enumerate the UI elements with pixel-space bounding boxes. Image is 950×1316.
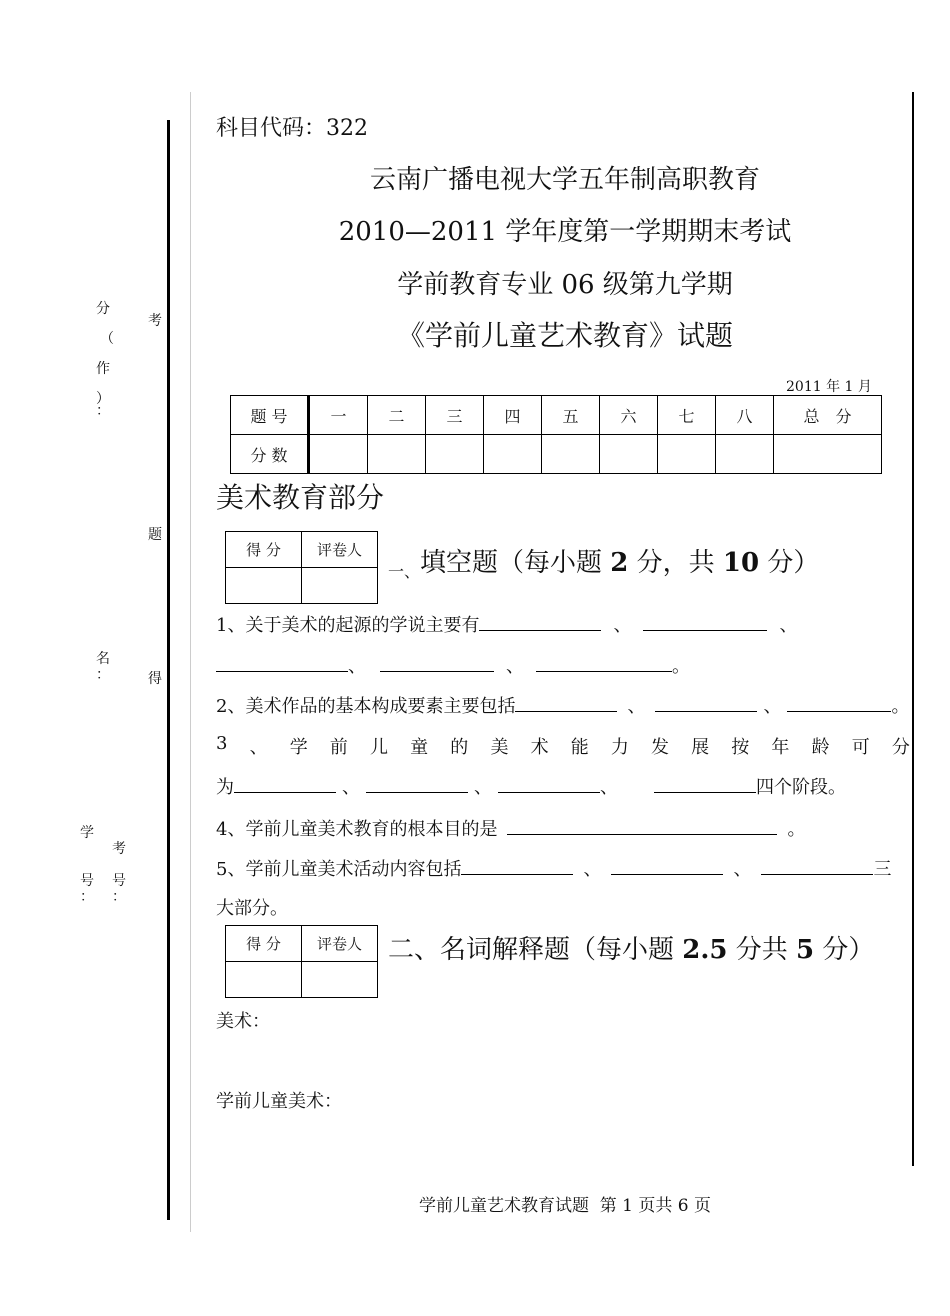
separator: 、: [779, 615, 798, 636]
score-table: [230, 395, 882, 474]
answer-blank[interactable]: [461, 856, 573, 875]
part1-title-b: 分，共: [628, 548, 723, 578]
question-3-line-2: [216, 773, 846, 799]
score-table-header: 七: [658, 396, 716, 435]
separator: 、: [342, 777, 360, 798]
score-cell[interactable]: [658, 435, 716, 474]
side-de: 得: [148, 671, 162, 687]
exam-date: 2011 年 1 月: [786, 379, 872, 395]
q3-char: 分: [891, 737, 910, 758]
grader-box-2: [225, 925, 378, 998]
part2-total: 5: [796, 935, 815, 965]
side-colon-3: ：: [80, 889, 94, 905]
page-footer: 学前儿童艺术教育试题 第 1 页共 6 页: [418, 1196, 712, 1216]
answer-blank[interactable]: [234, 774, 336, 793]
grader-score-label: 得 分: [226, 532, 302, 568]
grader-score-cell[interactable]: [226, 568, 302, 604]
grader-box-header: [226, 532, 378, 568]
answer-blank[interactable]: [498, 774, 600, 793]
term-2: 学前儿童美术：: [216, 1091, 342, 1112]
side-colon-2: ：: [96, 667, 110, 683]
question-1-text: 1、关于美术的起源的学说主要有: [216, 615, 480, 636]
question-5-text: 5、学前儿童美术活动内容包括: [216, 859, 462, 880]
q3-char: 童: [410, 737, 429, 758]
answer-blank[interactable]: [216, 653, 348, 672]
q3-char: 前: [329, 737, 348, 758]
score-table-score-row: [231, 435, 882, 474]
separator: 、: [474, 777, 492, 798]
separator: 、: [733, 859, 752, 880]
question-5-line-1: [216, 855, 891, 881]
score-cell[interactable]: [600, 435, 658, 474]
answer-blank[interactable]: [507, 816, 777, 835]
answer-blank[interactable]: [479, 612, 601, 631]
question-3-line-1: [216, 733, 910, 759]
score-cell[interactable]: [368, 435, 426, 474]
grader-score-cell[interactable]: [226, 962, 302, 998]
grader-score-label: 得 分: [226, 926, 302, 962]
separator: 、: [583, 859, 602, 880]
part1-title-c: 分）: [759, 548, 820, 578]
q3-char: 儿: [370, 737, 389, 758]
separator: 、: [506, 656, 524, 677]
grader-box-input-row: [226, 962, 378, 998]
q3-char: 学: [289, 737, 308, 758]
part1-points: 2: [610, 548, 629, 578]
q3-char: 能: [570, 737, 589, 758]
q3-char: 龄: [811, 737, 830, 758]
q5-san: 三: [873, 859, 892, 880]
part1-total: 10: [722, 548, 760, 578]
answer-blank[interactable]: [611, 856, 723, 875]
grader-name-label: 评卷人: [302, 532, 378, 568]
question-4: [216, 815, 805, 841]
grader-box-input-row: [226, 568, 378, 604]
grader-box-1: [225, 531, 378, 604]
part2-title-b: 分共: [727, 935, 797, 965]
question-1-line-2: [216, 652, 690, 678]
q3-char: 3: [216, 733, 228, 754]
answer-blank[interactable]: [655, 693, 757, 712]
answer-blank[interactable]: [515, 693, 617, 712]
side-colon-1: ：: [96, 403, 110, 419]
answer-blank[interactable]: [366, 774, 468, 793]
q3-char: 的: [450, 737, 469, 758]
title-line-3: 学前教育专业 06 级第九学期: [397, 270, 733, 300]
side-zuo: 作: [96, 361, 110, 377]
question-2-text: 2、美术作品的基本构成要素主要包括: [216, 696, 516, 717]
score-table-label: 题 号: [231, 396, 309, 435]
separator: 、: [600, 777, 618, 798]
q3-char: 美: [490, 737, 509, 758]
part2-points: 2.5: [682, 935, 728, 965]
question-2: [216, 692, 909, 718]
right-border-line: [912, 92, 914, 1166]
score-table-header: 六: [600, 396, 658, 435]
answer-blank[interactable]: [654, 774, 756, 793]
answer-blank[interactable]: [536, 653, 672, 672]
q3-char: 年: [771, 737, 790, 758]
side-kao2-hao: 号: [112, 873, 126, 889]
separator: 、: [763, 696, 782, 717]
question-4-text: 4、学前儿童美术教育的根本目的是: [216, 819, 498, 840]
score-table-header: 二: [368, 396, 426, 435]
title-line-1: 云南广播电视大学五年制高职教育: [369, 165, 760, 195]
side-xue: 学: [80, 825, 94, 841]
part2-heading: [388, 929, 874, 966]
q3-char: 可: [851, 737, 870, 758]
score-table-label: 分 数: [231, 435, 309, 474]
side-paren-open: （: [100, 331, 114, 347]
q3-char: 、: [249, 737, 268, 758]
score-cell[interactable]: [716, 435, 774, 474]
side-fen: 分: [96, 301, 110, 317]
part1-prefix: 一、: [388, 562, 421, 581]
score-cell[interactable]: [426, 435, 484, 474]
score-cell[interactable]: [484, 435, 542, 474]
score-table-header-total: 总 分: [774, 396, 882, 435]
period: 。: [787, 819, 806, 840]
side-ming: 名: [96, 651, 110, 667]
side-paren-close: ）: [96, 391, 110, 407]
separator: 、: [613, 615, 632, 636]
side-kao2: 考: [112, 841, 126, 857]
score-table-header: 八: [716, 396, 774, 435]
answer-blank[interactable]: [380, 653, 494, 672]
q3-char: 发: [651, 737, 669, 758]
side-ti: 题: [148, 527, 162, 543]
q3-char: 术: [530, 737, 549, 758]
grader-name-cell[interactable]: [302, 568, 378, 604]
side-kao: 考: [148, 313, 162, 329]
q3-char: 展: [691, 737, 710, 758]
section-title: 美术教育部分: [216, 481, 385, 514]
score-cell[interactable]: [309, 435, 368, 474]
answer-blank[interactable]: [643, 612, 767, 631]
score-cell[interactable]: [542, 435, 600, 474]
answer-blank[interactable]: [761, 856, 873, 875]
separator: 、: [627, 696, 646, 717]
title-line-4: 《学前儿童艺术教育》试题: [396, 319, 733, 352]
term-1: 美术：: [216, 1011, 270, 1032]
binding-line-thick: [167, 120, 170, 1220]
part1-heading: [388, 542, 819, 582]
score-table-header: 一: [309, 396, 368, 435]
subject-code: 科目代码：322: [216, 116, 368, 141]
answer-blank[interactable]: [787, 693, 891, 712]
title-line-2: 2010—2011 学年度第一学期期末考试: [338, 217, 792, 247]
period: 。: [672, 656, 690, 677]
side-colon-4: ：: [112, 889, 126, 905]
side-xue-hao: 号: [80, 873, 94, 889]
grader-name-label: 评卷人: [302, 926, 378, 962]
q3-char: 力: [610, 737, 629, 758]
grader-name-cell[interactable]: [302, 962, 378, 998]
question-5-line-2: 大部分。: [216, 898, 288, 919]
q3-end: 四个阶段。: [756, 777, 846, 798]
q3-wei: 为: [216, 777, 234, 798]
part2-title-a: 二、名词解释题（每小题: [388, 935, 683, 965]
grader-box-header: [226, 926, 378, 962]
score-table-header: 四: [484, 396, 542, 435]
score-table-header-row: [231, 396, 882, 435]
part1-title-a: 填空题（每小题: [420, 548, 611, 578]
separator: 、: [348, 656, 366, 677]
question-1-line-1: [216, 611, 797, 637]
q3-char: 按: [731, 737, 750, 758]
score-table-header: 五: [542, 396, 600, 435]
score-table-header: 三: [426, 396, 484, 435]
binding-line-thin: [190, 92, 191, 1232]
period: 。: [891, 696, 910, 717]
part2-title-c: 分）: [814, 935, 875, 965]
score-cell-total[interactable]: [774, 435, 882, 474]
